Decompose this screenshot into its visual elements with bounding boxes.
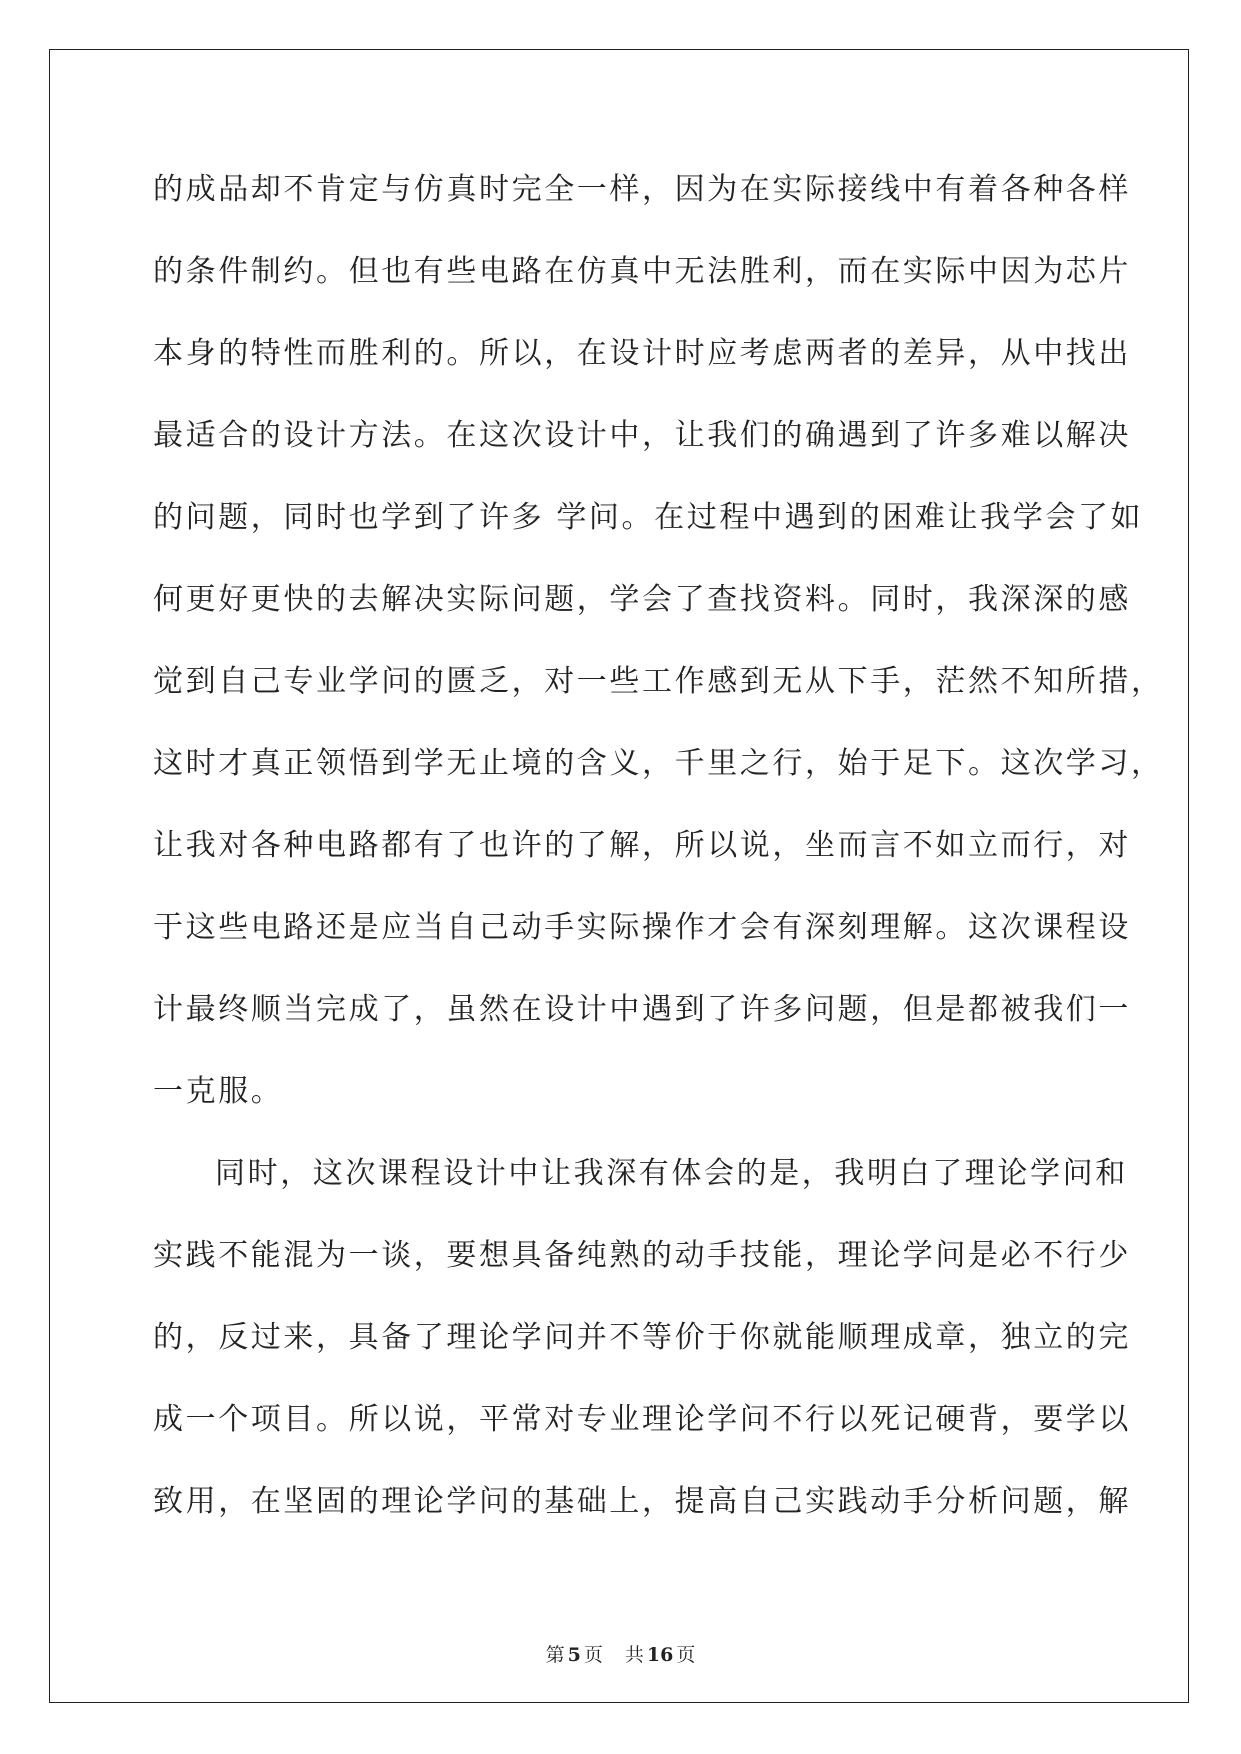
page-number: 5 [567,1644,581,1666]
text-line: 的，反过来，具备了理论学问并不等价于你就能顺理成章，独立的完 [153,1320,1131,1355]
text-line: 实践不能混为一谈，要想具备纯熟的动手技能，理论学问是必不行少 [153,1238,1131,1273]
text-line: 的问题，同时也学到了许多 学问。在过程中遇到的困难让我学会了如 [153,500,1144,535]
text-line: 成一个项目。所以说，平常对专业理论学问不行以死记硬背，要学以 [153,1402,1131,1437]
text-line: 本身的特性而胜利的。所以，在设计时应考虑两者的差异，从中找出 [153,336,1131,371]
text-line: 何更好更快的去解决实际问题，学会了查找资料。同时，我深深的感 [153,582,1131,617]
text-line: 最适合的设计方法。在这次设计中，让我们的确遇到了许多难以解决 [153,418,1131,453]
page-footer [0,1643,1241,1667]
text-line: 一克服。 [153,1074,284,1109]
page-prefix: 第 [545,1644,565,1666]
page-suffix: 页 [583,1644,603,1666]
text-line: 计最终顺当完成了，虽然在设计中遇到了许多问题，但是都被我们一 [153,992,1131,1027]
text-line: 这时才真正领悟到学无止境的含义，千里之行，始于足下。这次学习， [153,746,1164,781]
total-suffix: 页 [676,1644,696,1666]
page-total: 16 [646,1644,674,1666]
paragraph-first-line: 同时，这次课程设计中让我深有体会的是，我明白了理论学问和 [215,1156,1128,1191]
total-prefix: 共 [624,1644,644,1666]
text-line: 让我对各种电路都有了也许的了解，所以说，坐而言不如立而行，对 [153,828,1131,863]
document-body [153,160,1164,1554]
text-line: 于这些电路还是应当自己动手实际操作才会有深刻理解。这次课程设 [153,910,1131,945]
text-line: 的条件制约。但也有些电路在仿真中无法胜利，而在实际中因为芯片 [153,254,1131,289]
text-line: 觉到自己专业学问的匮乏，对一些工作感到无从下手，茫然不知所措， [153,664,1164,699]
text-line: 的成品却不肯定与仿真时完全一样，因为在实际接线中有着各种各样 [153,172,1131,207]
text-line: 致用，在坚固的理论学问的基础上，提高自己实践动手分析问题，解 [153,1484,1131,1519]
